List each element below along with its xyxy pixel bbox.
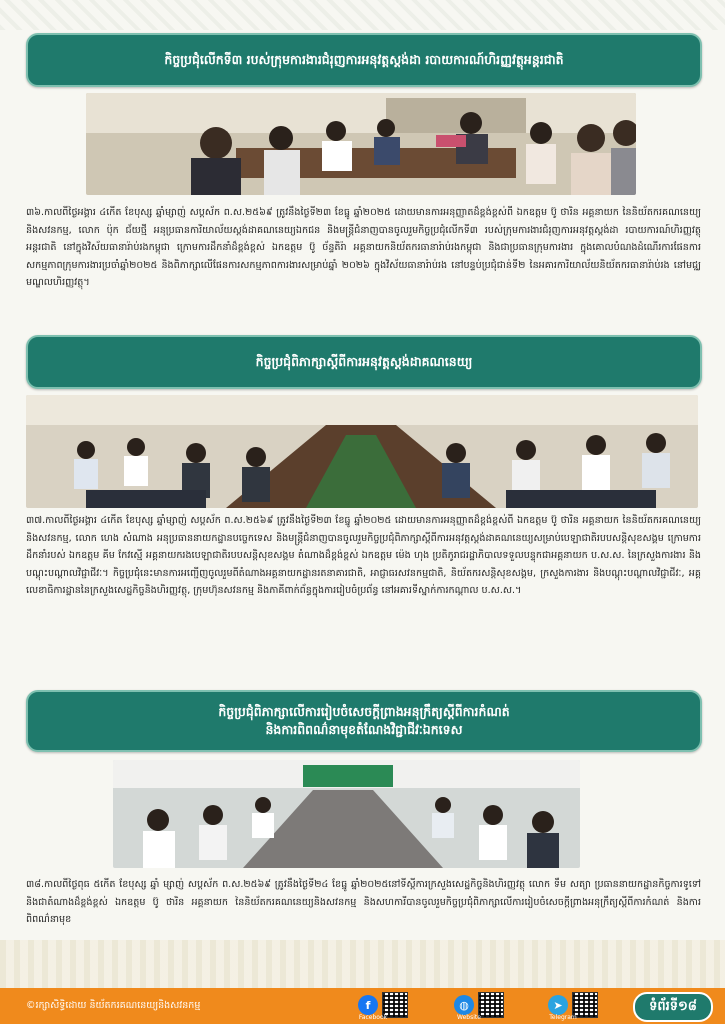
section-3-title-line-2: និងការពិពណ៌នាមុខតំណែងវិជ្ជាជីវៈឯកទេស [265,722,463,737]
social-website[interactable] [454,992,504,1021]
decorative-pattern-top [0,0,725,30]
footer-bar [0,988,725,1024]
meeting-photo-2 [26,395,698,508]
section-1-paragraph: ៣៦.កាលពីថ្ងៃអង្គារ ៤កើត ខែបុស្ស ឆ្នាំម្សាញ់ សប្តស័ក ព.ស.២៥៦៩ ត្រូវនឹងថ្ងៃទី២៣ ខែធ្នូ ឆ្នាំ២០២៥ ដោយមានការអនុញ្ញាតដ៏ខ្ពង់ខ្ពស់ពី ឯកឧត្តម ប៊ូ ថារិន អគ្គនាយក នៃនិយ័តករគណនេយ្យនិងសវនកម្ម, លោក ប៉ុក ជ័យថ្មី អនុប្រធានការិយាល័យស្តង់ដាគណនេយ្យឯកជន និងមន្ត្រីជំនាញបានចូលរួមកិច្ចប្រជុំលើកទី៣ របស់ក្រុមការងារជំរុញការអនុវត្តស្តង់ដា របាយការណ៍ហិរញ្ញវត្ថុអន្តរជាតិ នៅក្នុងវិស័យធានារ៉ាប់រងកម្ពុជា ក្រោមការដឹកនាំដ៏ខ្ពង់ខ្ពស់ ឯកឧត្តម ប៊ូ ច័ន្ទតិរ៉ា អគ្គនាយកនិយ័តករធានារ៉ាប់រងកម្ពុជា និងជាប្រធានក្រុមការងារ ក្នុងគោលបំណងដំណើរការផែនការសកម្មភាពក្រុមការងារប្រចាំឆ្នាំ២០២៥ និងពិភាក្សាលើផែនការសកម្មភាពការងារសម្រាប់ឆ្នាំ ២០២៦ ក្នុងវិស័យធានារ៉ាប់រង នៅបន្ទប់ប្រជុំជាន់ទី២ នៃអគារការិយាល័យនិយ័តករធានារ៉ាប់រង នៅមជ្ឈមណ្ឌលហិរញ្ញវត្ថុ។ [26,207,701,288]
meeting-photo-3 [113,760,580,868]
social-telegram[interactable] [548,992,598,1021]
section-1-title-banner [26,33,702,87]
footer-copyright: ©រក្សាសិទ្ធិដោយ និយ័តករគណនេយ្យនិងសវនកម្ម [26,1000,201,1011]
section-2-title: កិច្ចប្រជុំពិភាក្សាស្តីពីការអនុវត្តស្តង់ដាគណនេយ្យ [255,353,473,369]
telegram-label: Telegram [549,1014,577,1021]
section-1-title: កិច្ចប្រជុំលើកទី៣ របស់ក្រុមការងារជំរុញការអនុវត្តស្តង់ដា របាយការណ៍ហិរញ្ញវត្ថុអន្តរជាតិ [164,51,564,67]
section-3-title-banner [26,690,702,752]
social-facebook[interactable] [358,992,408,1021]
section-2-paragraph: ៣៧.កាលពីថ្ងៃអង្គារ ៤កើត ខែបុស្ស ឆ្នាំម្សាញ់ សប្តស័ក ព.ស.២៥៦៩ ត្រូវនឹងថ្ងៃទី២៣ ខែធ្នូ ឆ្នាំ២០២៥ ដោយមានការអនុញ្ញាតដ៏ខ្ពង់ខ្ពស់ពី ឯកឧត្តម ប៊ូ ថារិន អគ្គនាយក នៃនិយ័តករគណនេយ្យនិងសវនកម្ម, លោក ហេង សំណាង អនុប្រធាននាយកដ្ឋានបច្ចេកទេស និងមន្ត្រីជំនាញបានចូលរួមកិច្ចប្រជុំពិភាក្សាស្តីពីការអនុវត្តស្តង់ដាគណនេយ្យសម្រាប់បេឡាជាតិរបបសន្តិសុខសង្គម ក្រោមការដឹកនាំរបស់ ឯកឧត្តម គីម កែវស្មើ អគ្គនាយករងបេឡាជាតិរបបសន្តិសុខសង្គម តំណាងដ៏ខ្ពង់ខ្ពស់ ឯកឧត្តម ម៉េង ហុង ប្រតិភូរាជរដ្ឋាភិបាលទទួលបន្ទុកជាអគ្គនាយក ប.ស.ស. នៃក្រសួងការងារ និងបណ្តុះបណ្តាលវិជ្ជាជីវៈ។ កិច្ចប្រជុំនេះមានការអញ្ជើញចូលរួមពីតំណាងអគ្គនាយកដ្ឋានរតនាគារជាតិ, អាជ្ញាធរសវនកម្មជាតិ, និយ័តករសន្តិសុខសង្គម, ក្រសួងការងារ និងបណ្តុះបណ្តាលវិជ្ជាជីវៈ, អគ្គលេខាធិការដ្ឋាននៃក្រសួងសេដ្ឋកិច្ចនិងហិរញ្ញវត្ថុ, ក្រុមហ៊ុនសវនកម្ម និងភាគីពាក់ព័ន្ធក្នុងការរៀបចំប្រព័ន្ធ នៅអគារទីស្នាក់ការកណ្តាល ប.ស.ស.។ [26,515,701,596]
section-2-title-banner [26,335,702,389]
facebook-label: Facebook [358,1014,388,1021]
section-3-title-line-1: កិច្ចប្រជុំពិភាក្សាលើការរៀបចំសេចក្តីព្រាងអនុក្រឹត្យស្តីពីការកំណត់ [218,703,510,719]
meeting-photo-1 [86,93,636,195]
decorative-pattern-bottom [0,940,725,988]
facebook-icon[interactable]: f [358,995,378,1015]
page-number-badge: ទំព័រទី១៨ [633,992,713,1022]
globe-icon[interactable]: ◍ [454,995,474,1015]
telegram-icon[interactable]: ➤ [548,995,568,1015]
section-3-paragraph: ៣៨.កាលពីថ្ងៃពុធ ៥កើត ខែបុស្ស ឆ្នាំ ម្សាញ់ សប្តស័ក ព.ស.២៥៦៩ ត្រូវនឹងថ្ងៃទី២៤ ខែធ្នូ ឆ្នាំ២០២៥នៅទីស្តីការក្រសួងសេដ្ឋកិច្ចនិងហិរញ្ញវត្ថុ លោក ទឹម សត្យា ប្រធាននាយកដ្ឋានកិច្ចការទូទៅ និងជាតំណាងដ៏ខ្ពង់ខ្ពស់ ឯកឧត្តម ប៊ូ ថារិន អគ្គនាយក នៃនិយ័តករគណនេយ្យនិងសវនកម្ម និងសហការីបានចូលរួមកិច្ចប្រជុំពិភាក្សាលើការរៀបចំសេចក្តីព្រាងអនុក្រឹត្យស្តីពីការកំណត់ និងការពិពណ៌នាមុខ [26,879,701,925]
website-label: Website [457,1014,481,1021]
